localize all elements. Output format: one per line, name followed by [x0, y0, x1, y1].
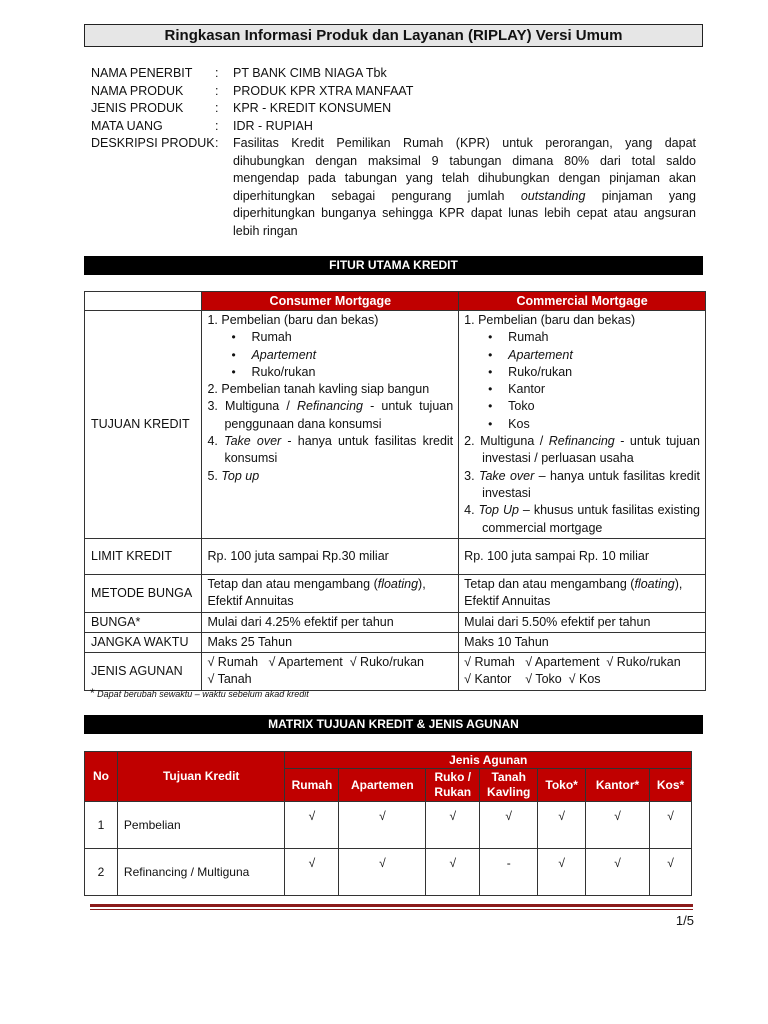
row-label: JANGKA WAKTU — [85, 632, 202, 652]
tujuan-consumer-cell — [202, 311, 459, 539]
info-value: IDR - RUPIAH — [233, 118, 313, 133]
row-label: JENIS AGUNAN — [85, 653, 202, 691]
info-row-produk — [91, 83, 696, 101]
row-jenis-agunan — [85, 653, 706, 691]
description-part: pinjaman yang diperhitungkan bunganya sehingga KPR dapat lunas lebih cepat atau angsuran lebih ringan — [233, 188, 696, 238]
list-item: 2. Pembelian tanah kavling siap bangun — [207, 382, 430, 397]
list-item: • Rumah — [488, 329, 700, 346]
table-cell: Mulai dari 5.50% efektif per tahun — [459, 612, 706, 632]
fitur-table — [84, 291, 706, 691]
col-ruko-rukan: Ruko / Rukan — [426, 769, 480, 802]
info-colon: : — [215, 83, 219, 98]
text-part: ), Efektif Annuitas — [464, 576, 683, 609]
info-value: KPR - KREDIT KONSUMEN — [233, 101, 392, 115]
info-value: PRODUK KPR XTRA MANFAAT — [233, 83, 414, 98]
description-part: Fasilitas Kredit Pemilikan Rumah (KPR) untuk perorangan, yang dapat dihubungkan dengan maksimal 9 tabungan dimana 80% dari total saldo mengendap pada tabungan yang telah dihubungkan dengan pinjaman akan diperhitungkan sebagai pengurang jumlah — [233, 136, 696, 203]
row-tujuan: Pembelian — [117, 802, 285, 849]
list-item — [464, 433, 700, 468]
row-label: LIMIT KREDIT — [85, 538, 202, 574]
description-italic: outstanding — [520, 188, 586, 203]
list-item: • Kos — [488, 416, 700, 433]
row-no: 2 — [85, 849, 118, 896]
list-number: 4. — [464, 503, 479, 518]
text-italic: Take over — [224, 434, 282, 449]
agunan-line: √ Rumah √ Apartement √ Ruko/rukan — [464, 655, 681, 670]
info-label: NAMA PRODUK — [91, 83, 184, 98]
spacer — [207, 485, 453, 537]
sub-list — [207, 329, 453, 381]
info-label: MATA UANG — [91, 118, 163, 133]
table-cell — [459, 653, 706, 691]
table-cell: √ — [285, 802, 339, 849]
list-item — [464, 468, 700, 503]
text-italic: Take over — [478, 468, 535, 483]
list-number: 3. — [464, 468, 479, 483]
table-cell: √ — [586, 849, 650, 896]
text-part: Tetap dan atau mengambang ( — [207, 576, 378, 591]
list-item — [231, 347, 453, 364]
footnote — [90, 686, 309, 700]
list-item — [207, 398, 453, 433]
info-colon: : — [215, 101, 219, 115]
product-info — [91, 65, 696, 240]
text-part: Multiguna / — [225, 399, 297, 414]
info-label: NAMA PENERBIT — [91, 66, 193, 80]
text-italic: Top up — [221, 468, 260, 483]
list-item: 1. Pembelian (baru dan bekas) — [207, 313, 379, 327]
info-row-deskripsi — [91, 135, 696, 240]
table-cell: √ — [480, 802, 538, 849]
col-rumah: Rumah — [285, 769, 339, 802]
list-item-italic: Apartement — [251, 347, 317, 362]
col-commercial-mortgage: Commercial Mortgage — [459, 292, 706, 311]
list-item-italic: Apartement — [508, 347, 573, 362]
table-cell: √ — [650, 802, 692, 849]
info-colon: : — [215, 66, 219, 80]
table-header-row — [85, 292, 706, 311]
list-number: 5. — [207, 468, 222, 483]
table-row — [85, 802, 692, 849]
list-item — [207, 433, 453, 468]
list-item — [488, 347, 700, 364]
row-label: METODE BUNGA — [85, 574, 202, 612]
footnote-text: Dapat berubah sewaktu – waktu sebelum akad kredit — [94, 689, 309, 699]
row-no: 1 — [85, 802, 118, 849]
row-label: TUJUAN KREDIT — [85, 311, 202, 539]
col-toko: Toko* — [538, 769, 586, 802]
table-cell — [202, 653, 459, 691]
table-cell: Mulai dari 4.25% efektif per tahun — [202, 612, 459, 632]
agunan-line: √ Kantor √ Toko √ Kos — [464, 672, 601, 687]
table-cell: Rp. 100 juta sampai Rp. 10 miliar — [459, 538, 706, 574]
text-part: – khusus untuk fasilitas existing commercial mortgage — [482, 503, 700, 535]
text-part: ), Efektif Annuitas — [207, 576, 426, 609]
sub-list — [464, 329, 700, 433]
table-cell: √ — [538, 802, 586, 849]
section-title-matrix: MATRIX TUJUAN KREDIT & JENIS AGUNAN — [84, 715, 703, 734]
col-kantor: Kantor* — [586, 769, 650, 802]
table-cell — [202, 574, 459, 612]
tujuan-commercial-cell — [459, 311, 706, 539]
text-italic: Refinancing — [548, 434, 615, 449]
agunan-line: √ Rumah √ Apartement √ Ruko/rukan — [207, 655, 424, 670]
row-limit-kredit — [85, 538, 706, 574]
row-bunga — [85, 612, 706, 632]
matrix-table — [84, 751, 692, 896]
list-item: • Rumah — [231, 329, 453, 346]
list-item: 1. Pembelian (baru dan bekas) — [464, 313, 636, 327]
header-blank-cell — [85, 292, 202, 311]
col-consumer-mortgage: Consumer Mortgage — [202, 292, 459, 311]
text-part: Multiguna / — [480, 434, 549, 449]
table-cell: √ — [339, 849, 426, 896]
list-number: 2. — [464, 434, 481, 449]
table-cell: √ — [538, 849, 586, 896]
info-label: DESKRIPSI PRODUK — [91, 136, 215, 150]
list-item: • Toko — [488, 398, 700, 415]
info-colon: : — [215, 136, 219, 150]
list-number: 4. — [207, 434, 225, 449]
table-cell: Maks 10 Tahun — [459, 632, 706, 652]
row-tujuan: Refinancing / Multiguna — [117, 849, 285, 896]
table-cell: √ — [339, 802, 426, 849]
info-row-penerbit — [91, 65, 696, 83]
table-cell: √ — [426, 802, 480, 849]
page-title: Ringkasan Informasi Produk dan Layanan (RIPLAY) Versi Umum — [84, 24, 703, 47]
list-item: • Ruko/rukan — [231, 364, 453, 381]
table-cell: Rp. 100 juta sampai Rp.30 miliar — [202, 538, 459, 574]
info-colon: : — [215, 118, 219, 133]
description-text — [233, 135, 696, 240]
table-cell: Maks 25 Tahun — [202, 632, 459, 652]
table-cell: √ — [426, 849, 480, 896]
info-value: PT BANK CIMB NIAGA Tbk — [233, 66, 387, 80]
info-row-jenis — [91, 100, 696, 118]
table-cell: √ — [285, 849, 339, 896]
table-cell: √ — [586, 802, 650, 849]
row-metode-bunga — [85, 574, 706, 612]
list-number: 3. — [207, 399, 226, 414]
text-italic: floating — [377, 576, 419, 591]
section-title-fitur: FITUR UTAMA KREDIT — [84, 256, 703, 275]
col-group-jenis-agunan: Jenis Agunan — [285, 752, 692, 769]
list-item — [207, 468, 453, 485]
footer-rule — [90, 904, 693, 907]
agunan-line: √ Tanah — [207, 672, 252, 687]
text-italic: floating — [634, 576, 675, 591]
list-item: • Ruko/rukan — [488, 364, 700, 381]
text-part: - untuk tujuan penggunaan dana konsumsi — [224, 399, 454, 431]
info-label: JENIS PRODUK — [91, 101, 184, 115]
text-part: Tetap dan atau mengambang ( — [464, 576, 635, 591]
row-jangka-waktu — [85, 632, 706, 652]
table-row — [85, 849, 692, 896]
row-tujuan-kredit — [85, 311, 706, 539]
col-no: No — [85, 752, 118, 802]
col-apartemen: Apartemen — [339, 769, 426, 802]
col-tanah-kavling: Tanah Kavling — [480, 769, 538, 802]
text-part: - untuk tujuan investasi / perluasan usaha — [482, 434, 700, 466]
text-part: - hanya untuk fasilitas kredit konsumsi — [224, 434, 454, 466]
list-item: • Kantor — [488, 381, 700, 398]
table-cell: - — [480, 849, 538, 896]
page-number: 1/5 — [675, 913, 694, 928]
text-italic: Top Up — [478, 503, 519, 518]
table-cell: √ — [650, 849, 692, 896]
row-label: BUNGA* — [85, 612, 202, 632]
col-kos: Kos* — [650, 769, 692, 802]
footer-rule-thin — [90, 909, 693, 910]
table-header-row — [85, 752, 692, 769]
text-italic: Refinancing — [296, 399, 363, 414]
col-tujuan-kredit: Tujuan Kredit — [117, 752, 285, 802]
table-cell — [459, 574, 706, 612]
footnote-star: * — [90, 686, 95, 700]
text-part: – hanya untuk fasilitas kredit investasi — [482, 468, 700, 500]
info-row-mata-uang — [91, 118, 696, 136]
list-item — [464, 502, 700, 537]
